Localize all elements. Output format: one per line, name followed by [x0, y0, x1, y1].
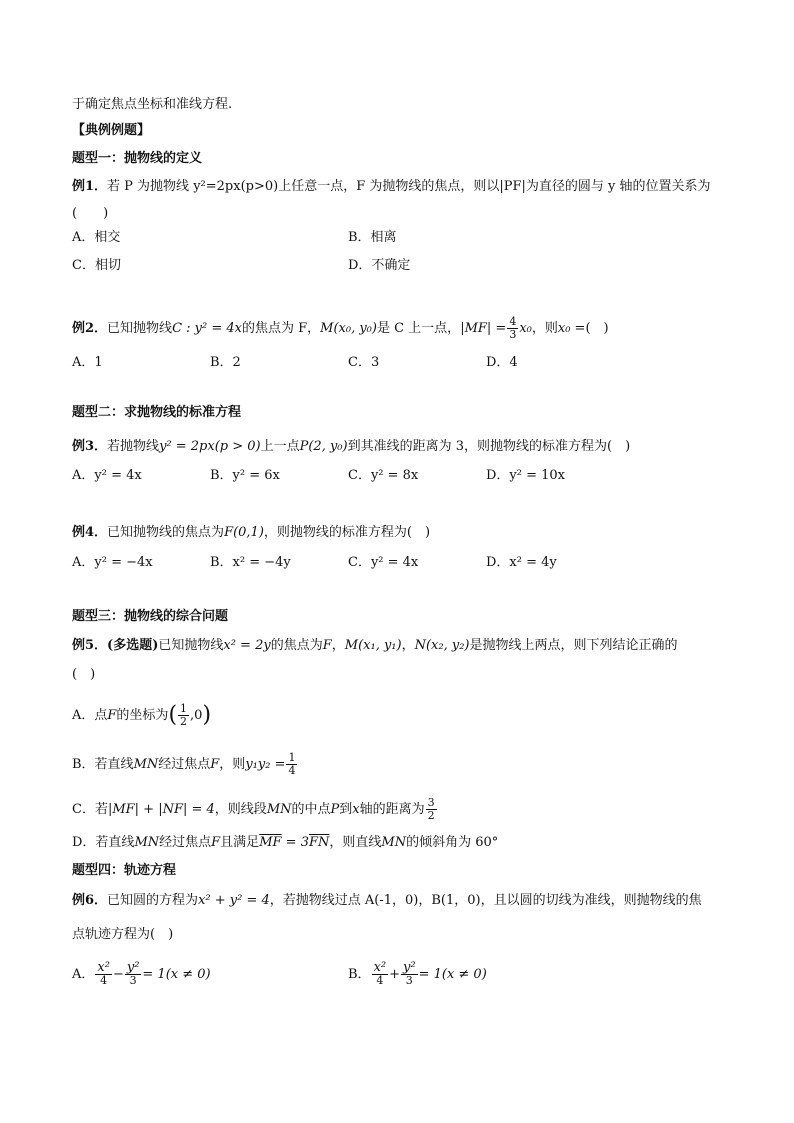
type3-title: 题型三：抛物线的综合问题 — [72, 609, 229, 624]
ex2-frac-num: 4 — [509, 315, 517, 328]
ex5-optD-eq: = 3 — [281, 835, 309, 850]
ex6-eq: x² + y² = 4 — [198, 893, 270, 908]
ex6-line2: 点轨迹方程为( ) — [72, 927, 174, 942]
ex5-optB-f: F — [210, 757, 220, 772]
ex6-optA-n1: x² — [97, 960, 110, 975]
ex5-label: 例5． — [72, 638, 108, 653]
ex6-pre: 已知圆的方程为 — [107, 893, 199, 908]
ex6-optA-frac1 — [95, 962, 112, 987]
ex5-optD-mn2: MN — [381, 835, 407, 850]
ex5-question — [72, 637, 678, 655]
ex5-optD-pre: D．若直线 — [72, 835, 135, 850]
ex6-optA-n2: y² — [126, 960, 140, 975]
ex2-question — [72, 316, 609, 341]
ex1-option-c: C．相切 — [72, 258, 121, 273]
ex5-option-d — [72, 834, 498, 852]
ex3-option-a: A．y² = 4x — [72, 468, 142, 483]
ex3-mid: 上一点 — [260, 439, 300, 454]
ex3-pre: 若抛物线 — [107, 439, 160, 454]
ex5-optB-eq: y₁y₂ = — [245, 757, 286, 772]
ex6-optA-label: A． — [72, 967, 95, 982]
ex5-option-c — [72, 797, 438, 822]
ex2-mf: |MF| = — [460, 321, 507, 336]
ex1-blank: ( ) — [72, 206, 109, 221]
ex3-question — [72, 438, 630, 456]
ex1-question — [72, 178, 710, 196]
ex6-optA-tail: = 1(x ≠ 0) — [142, 967, 211, 982]
ex5-optA-num: 1 — [180, 702, 188, 715]
ex2-label: 例2． — [72, 321, 108, 336]
ex6-optA-frac2 — [125, 962, 142, 987]
ex5-optB-fraction — [286, 752, 297, 777]
ex5-sep2: ， — [401, 638, 415, 653]
ex5-pre: 已知抛物线 — [158, 638, 224, 653]
ex5-optB-num: 1 — [288, 751, 296, 764]
ex5-optA-tail: ,0 — [190, 708, 203, 723]
ex1-option-b: B．相离 — [348, 230, 397, 245]
ex6-optB-op: + — [389, 967, 401, 982]
ex5-optD-mid: 经过焦点 — [159, 835, 212, 850]
ex5-sep1: ， — [331, 638, 345, 653]
ex2-option-c: C．3 — [348, 355, 380, 370]
type1-title: 题型一：抛物线的定义 — [72, 151, 203, 166]
ex2-tail: ，则 — [531, 321, 558, 336]
ex1-label: 例1． — [72, 179, 108, 194]
ex5-optA-mid: 的坐标为 — [116, 708, 169, 723]
ex3-option-c: C．y² = 8x — [348, 468, 419, 483]
ex6-optA-d2: 3 — [129, 974, 137, 987]
ex6-option-a — [72, 962, 211, 987]
ex5-optD-vec2: $\overline{FN}$ — [308, 835, 330, 850]
ex5-optC-axis: 轴的距离为 — [359, 802, 425, 817]
ex4-pre: 已知抛物线的焦点为 — [107, 525, 225, 540]
ex5-tail: 是抛物线上两点，则下列结论正确的 — [469, 638, 678, 653]
ex2-point: M(x₀, y₀) — [320, 321, 377, 336]
ex5-optC-p: P — [330, 802, 340, 817]
ex5-option-a — [72, 703, 211, 728]
ex5-optA-pre: A．点 — [72, 708, 108, 723]
type2-title: 题型二：求抛物线的标准方程 — [72, 405, 242, 420]
ex5-n: N(x₂, y₂) — [414, 638, 470, 653]
ex5-optA-rparen: ) — [202, 702, 212, 728]
ex4-tail: ，则抛物线的标准方程为( ) — [263, 525, 431, 540]
ex6-optB-frac2 — [401, 962, 418, 987]
ex5-mid: 的焦点为 — [270, 638, 323, 653]
ex5-optA-den: 2 — [180, 715, 188, 728]
ex5-optA-lparen: ( — [168, 702, 178, 728]
ex3-option-d: D．y² = 10x — [486, 468, 566, 483]
ex1-text: 若 P 为抛物线 y²=2px(p>0)上任意一点，F 为抛物线的焦点，则以|PF|为直径的圆与 y 轴的位置关系为 — [107, 179, 711, 194]
ex5-optB-pre: B．若直线 — [72, 757, 134, 772]
ex5-optD-and: 且满足 — [220, 835, 260, 850]
ex2-blank: ( ) — [585, 321, 609, 336]
ex6-optB-d1: 4 — [376, 974, 384, 987]
ex5-tag: (多选题) — [107, 638, 159, 653]
ex5-blank: ( ) — [72, 667, 96, 682]
ex2-pre: 已知抛物线 — [107, 321, 173, 336]
ex5-optC-mid: ，则线段 — [214, 802, 267, 817]
ex2-curve: C : y² = 4x — [172, 321, 242, 336]
ex4-option-a: A．y² = −4x — [72, 555, 153, 570]
ex5-optC-pre: C．若 — [72, 802, 108, 817]
ex3-tail: 到其准线的距离为 3，则抛物线的标准方程为( ) — [347, 439, 631, 454]
ex6-question — [72, 892, 702, 910]
ex5-f: F — [322, 638, 332, 653]
ex5-optC-x: x — [352, 802, 360, 817]
ex5-optA-fraction — [178, 703, 189, 728]
ex5-optB-den: 4 — [288, 764, 296, 777]
ex5-optD-then: ，则直线 — [329, 835, 382, 850]
ex6-optB-label: B． — [348, 967, 371, 982]
ex6-optA-d1: 4 — [100, 974, 108, 987]
ex4-question — [72, 524, 430, 542]
ex6-optB-tail: = 1(x ≠ 0) — [418, 967, 487, 982]
intro-fragment: 于确定焦点坐标和准线方程. — [72, 97, 233, 112]
ex6-tail: ，若抛物线过点 A(-1，0)，B(1，0)，且以圆的切线为准线，则抛物线的焦 — [269, 893, 702, 908]
ex2-option-d: D．4 — [486, 355, 518, 370]
ex4-label: 例4． — [72, 525, 108, 540]
ex5-optB-then: ，则 — [219, 757, 246, 772]
ex1-option-a: A．相交 — [72, 230, 121, 245]
ex5-optC-mid2: 的中点 — [291, 802, 331, 817]
ex3-option-b: B．y² = 6x — [210, 468, 280, 483]
ex3-point: P(2, y₀) — [299, 439, 348, 454]
ex2-frac-den: 3 — [509, 328, 517, 341]
ex3-eq: y² = 2px(p > 0) — [159, 439, 261, 454]
ex5-optC-mn: MN — [266, 802, 292, 817]
ex2-mid: 的焦点为 F， — [241, 321, 321, 336]
ex6-optA-op: − — [112, 967, 124, 982]
ex5-optD-f: F — [211, 835, 221, 850]
ex5-optC-num: 3 — [427, 796, 435, 809]
ex5-m: M(x₁, y₁) — [344, 638, 402, 653]
type4-title: 题型四：轨迹方程 — [72, 863, 177, 878]
ex5-option-b — [72, 752, 298, 777]
ex4-option-c: C．y² = 4x — [348, 555, 419, 570]
ex2-fraction — [507, 316, 518, 341]
ex5-optD-vec1: $\overline{MF}$ — [259, 835, 282, 850]
ex5-optA-f: F — [107, 708, 117, 723]
ex6-optB-n1: x² — [373, 960, 387, 975]
ex4-option-d: D．x² = 4y — [486, 555, 557, 570]
ex2-tail-x: x₀ — [519, 321, 532, 336]
ex4-option-b: B．x² = −4y — [210, 555, 291, 570]
ex5-optC-eq: |MF| + |NF| = 4 — [107, 802, 215, 817]
ex6-label: 例6． — [72, 893, 108, 908]
ex5-optC-fraction — [426, 797, 437, 822]
ex6-option-b — [348, 962, 487, 987]
ex5-optC-to: 到 — [339, 802, 353, 817]
ex5-optB-mid: 经过焦点 — [158, 757, 211, 772]
ex2-tail-eq: x₀ = — [557, 321, 586, 336]
ex5-optD-mn: MN — [134, 835, 160, 850]
ex6-optB-d2: 3 — [405, 974, 413, 987]
ex2-after: 是 C 上一点， — [376, 321, 461, 336]
ex1-option-d: D．不确定 — [348, 258, 411, 273]
ex5-optC-den: 2 — [427, 809, 435, 822]
section-header: 【典例例题】 — [72, 123, 151, 138]
ex2-option-b: B．2 — [210, 355, 241, 370]
ex5-eq: x² = 2y — [223, 638, 271, 653]
ex3-label: 例3． — [72, 439, 108, 454]
ex6-optB-n2: y² — [403, 960, 416, 975]
ex5-optD-tail: 的倾斜角为 60° — [406, 835, 499, 850]
ex4-point: F(0,1) — [224, 525, 264, 540]
ex5-optB-mn: MN — [133, 757, 159, 772]
ex2-option-a: A．1 — [72, 355, 103, 370]
ex6-optB-frac1 — [372, 962, 389, 987]
